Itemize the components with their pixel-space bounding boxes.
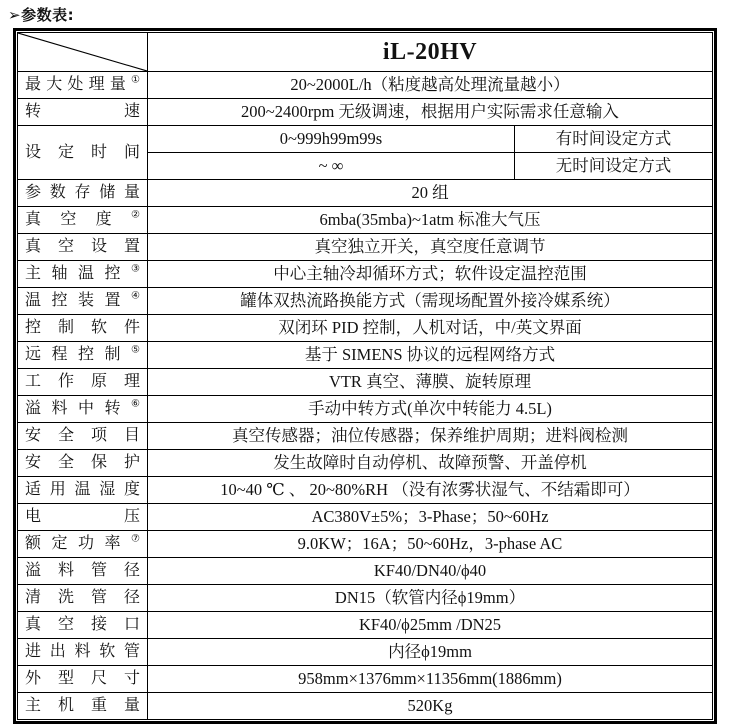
row-label: 安全项目 bbox=[18, 423, 148, 450]
row-label: 真空设置 bbox=[18, 234, 148, 261]
table-row bbox=[18, 99, 713, 126]
row-value: ~ ∞ bbox=[148, 153, 515, 180]
row-label: 设定时间 bbox=[18, 126, 148, 180]
row-value: AC380V±5%；3-Phase；50~60Hz bbox=[148, 504, 713, 531]
table-row bbox=[18, 180, 713, 207]
row-label: 溢料中转⑥ bbox=[18, 396, 148, 423]
row-label: 真空接口 bbox=[18, 612, 148, 639]
row-label: 远程控制⑤ bbox=[18, 342, 148, 369]
row-value: KF40/DN40/ϕ40 bbox=[148, 558, 713, 585]
footnote-mark: ⑦ bbox=[131, 533, 140, 545]
table-row bbox=[18, 531, 713, 558]
table-row bbox=[18, 234, 713, 261]
row-value: 中心主轴冷却循环方式；软件设定温控范围 bbox=[148, 261, 713, 288]
footnote-mark: ③ bbox=[131, 263, 140, 275]
table-row bbox=[18, 558, 713, 585]
row-value: KF40/ϕ25mm /DN25 bbox=[148, 612, 713, 639]
row-value: DN15（软管内径ϕ19mm） bbox=[148, 585, 713, 612]
row-label: 温控装置④ bbox=[18, 288, 148, 315]
table-row bbox=[18, 288, 713, 315]
row-value: 内径ϕ19mm bbox=[148, 639, 713, 666]
table-row bbox=[18, 369, 713, 396]
row-value: 罐体双热流路换能方式（需现场配置外接冷媒系统） bbox=[148, 288, 713, 315]
table-row bbox=[18, 207, 713, 234]
table-row bbox=[18, 693, 713, 720]
row-value: 发生故障时自动停机、故障预警、开盖停机 bbox=[148, 450, 713, 477]
table-row bbox=[18, 450, 713, 477]
footnote-mark: ⑥ bbox=[131, 398, 140, 410]
table-row bbox=[18, 396, 713, 423]
table-row bbox=[18, 504, 713, 531]
model-header: iL-20HV bbox=[148, 33, 713, 72]
row-value: 真空传感器；油位传感器；保养维护周期；进料阀检测 bbox=[148, 423, 713, 450]
row-value: 双闭环 PID 控制，人机对话，中/英文界面 bbox=[148, 315, 713, 342]
table-row bbox=[18, 126, 713, 153]
footnote-mark: ② bbox=[131, 209, 140, 221]
row-value: 9.0KW；16A；50~60Hz，3-phase AC bbox=[148, 531, 713, 558]
row-label: 溢料管径 bbox=[18, 558, 148, 585]
row-label: 进出料软管 bbox=[18, 639, 148, 666]
corner-cell bbox=[18, 33, 148, 72]
row-label: 主轴温控③ bbox=[18, 261, 148, 288]
table-row bbox=[18, 477, 713, 504]
row-value: 520Kg bbox=[148, 693, 713, 720]
row-value: 20 组 bbox=[148, 180, 713, 207]
row-label: 控制软件 bbox=[18, 315, 148, 342]
header-row bbox=[18, 33, 713, 72]
row-label: 安全保护 bbox=[18, 450, 148, 477]
row-mode: 无时间设定方式 bbox=[514, 153, 712, 180]
row-label: 适用温湿度 bbox=[18, 477, 148, 504]
table-row bbox=[18, 639, 713, 666]
row-value: 手动中转方式(单次中转能力 4.5L) bbox=[148, 396, 713, 423]
row-value: 6mba(35mba)~1atm 标准大气压 bbox=[148, 207, 713, 234]
row-value: 基于 SIMENS 协议的远程网络方式 bbox=[148, 342, 713, 369]
table-row bbox=[18, 585, 713, 612]
spec-table-wrap bbox=[13, 28, 717, 724]
row-label: 工作原理 bbox=[18, 369, 148, 396]
row-value: 958mm×1376mm×11356mm(1886mm) bbox=[148, 666, 713, 693]
row-label: 主机重量 bbox=[18, 693, 148, 720]
row-value: 0~999h99m99s bbox=[148, 126, 515, 153]
row-label: 参数存储量 bbox=[18, 180, 148, 207]
table-row bbox=[18, 342, 713, 369]
diagonal-line bbox=[18, 33, 147, 71]
table-row bbox=[18, 423, 713, 450]
footnote-mark: ④ bbox=[131, 290, 140, 302]
row-value: 真空独立开关，真空度任意调节 bbox=[148, 234, 713, 261]
table-row bbox=[18, 612, 713, 639]
table-row bbox=[18, 315, 713, 342]
footnote-mark: ⑤ bbox=[131, 344, 140, 356]
row-mode: 有时间设定方式 bbox=[514, 126, 712, 153]
row-label: 真空度② bbox=[18, 207, 148, 234]
row-label: 清洗管径 bbox=[18, 585, 148, 612]
row-value: VTR 真空、薄膜、旋转原理 bbox=[148, 369, 713, 396]
page-title: ➢参数表: bbox=[8, 6, 75, 24]
row-label: 电压 bbox=[18, 504, 148, 531]
table-row bbox=[18, 72, 713, 99]
row-label: 最大处理量① bbox=[18, 72, 148, 99]
footnote-mark: ① bbox=[131, 74, 140, 86]
row-label: 外型尺寸 bbox=[18, 666, 148, 693]
row-value: 20~2000L/h（粘度越高处理流量越小） bbox=[148, 72, 713, 99]
row-value: 200~2400rpm 无级调速，根据用户实际需求任意输入 bbox=[148, 99, 713, 126]
row-label: 转速 bbox=[18, 99, 148, 126]
row-value: 10~40 ℃ 、 20~80%RH （没有浓雾状湿气、不结霜即可） bbox=[148, 477, 713, 504]
table-row bbox=[18, 666, 713, 693]
table-row bbox=[18, 261, 713, 288]
row-label: 额定功率⑦ bbox=[18, 531, 148, 558]
spec-table bbox=[17, 32, 713, 720]
